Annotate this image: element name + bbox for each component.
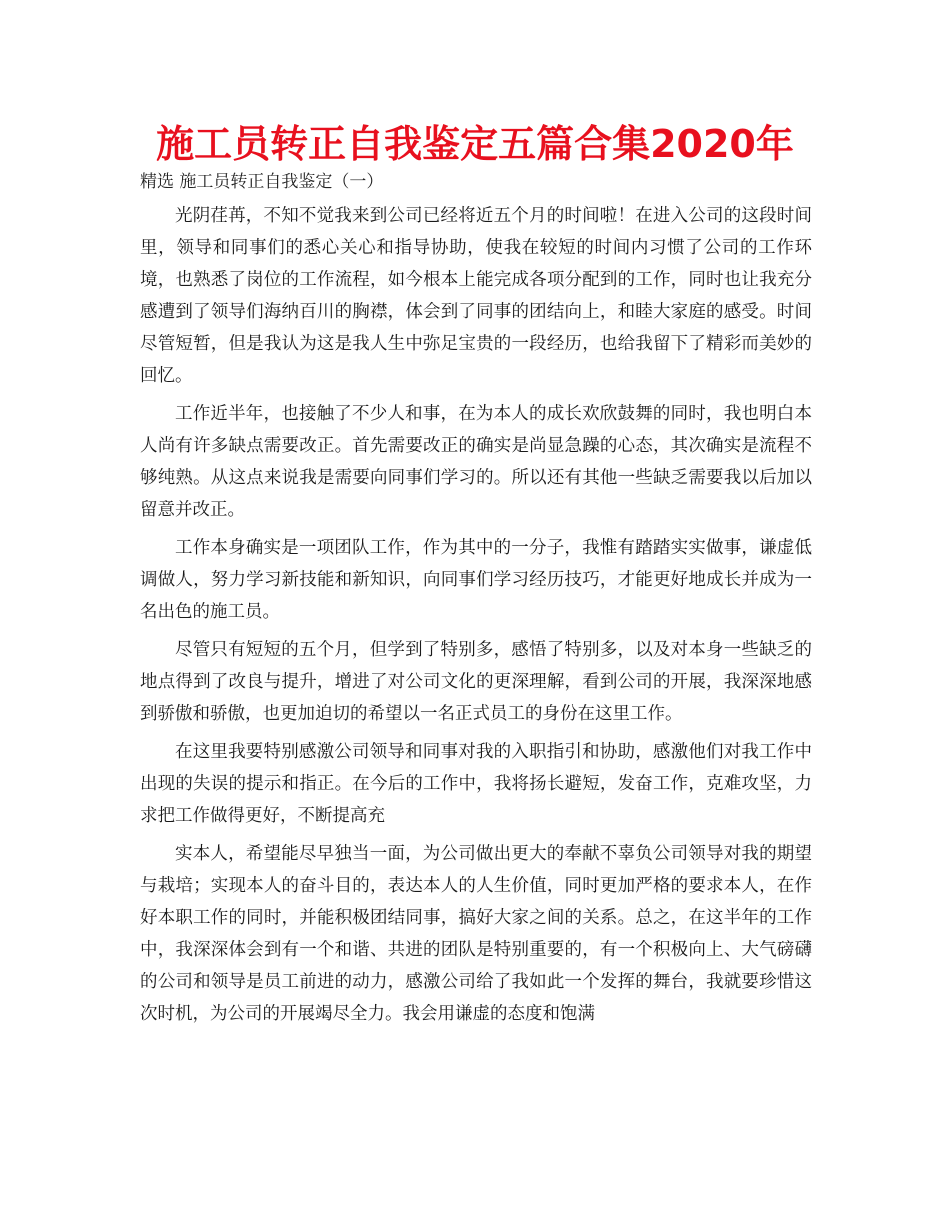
body-paragraph: 光阴荏苒，不知不觉我来到公司已经将近五个月的时间啦！在进入公司的这段时间里，领导和同事们的悉心关心和指导协助，使我在较短的时间内习惯了公司的工作环境，也熟悉了岗位的工作流程，如今根本上能完成各项分配到的工作，同时也让我充分感遭到了领导们海纳百川的胸襟，体会到了同事的团结向上，和睦大家庭的感受。时间尽管短暂，但是我认为这是我人生中弥足宝贵的一段经历，也给我留下了精彩而美妙的回忆。 — [140, 206, 812, 386]
document-subtitle: 精选 施工员转正自我鉴定（一） — [140, 172, 384, 192]
body-paragraph: 工作本身确实是一项团队工作，作为其中的一分子，我惟有踏踏实实做事，谦虚低调做人，努力学习新技能和新知识，向同事们学习经历技巧，才能更好地成长并成为一名出色的施工员。 — [140, 538, 812, 622]
document-body — [140, 200, 812, 1036]
document-title: 施工员转正自我鉴定五篇合集2020年 — [156, 122, 794, 166]
body-paragraph: 实本人，希望能尽早独当一面，为公司做出更大的奉献不辜负公司领导对我的期望与栽培；实现本人的奋斗目的，表达本人的人生价值，同时更加严格的要求本人，在作好本职工作的同时，并能积极团结同事，搞好大家之间的关系。总之，在这半年的工作中，我深深体会到有一个和谐、共进的团队是特别重要的，有一个积极向上、大气磅礴的公司和领导是员工前进的动力，感激公司给了我如此一个发挥的舞台，我就要珍惜这次时机，为公司的开展竭尽全力。我会用谦虚的态度和饱满 — [140, 844, 812, 1024]
body-paragraph: 工作近半年，也接触了不少人和事，在为本人的成长欢欣鼓舞的同时，我也明白本人尚有许多缺点需要改正。首先需要改正的确实是尚显急躁的心态，其次确实是流程不够纯熟。从这点来说我是需要向同事们学习的。所以还有其他一些缺乏需要我以后加以留意并改正。 — [140, 404, 812, 520]
body-paragraph: 尽管只有短短的五个月，但学到了特别多，感悟了特别多，以及对本身一些缺乏的地点得到了改良与提升，增进了对公司文化的更深理解，看到公司的开展，我深深地感到骄傲和骄傲，也更加迫切的希望以一名正式员工的身份在这里工作。 — [140, 640, 812, 724]
body-paragraph: 在这里我要特别感激公司领导和同事对我的入职指引和协助，感激他们对我工作中出现的失误的提示和指正。在今后的工作中，我将扬长避短，发奋工作，克难攻坚，力求把工作做得更好，不断提高充 — [140, 742, 812, 826]
